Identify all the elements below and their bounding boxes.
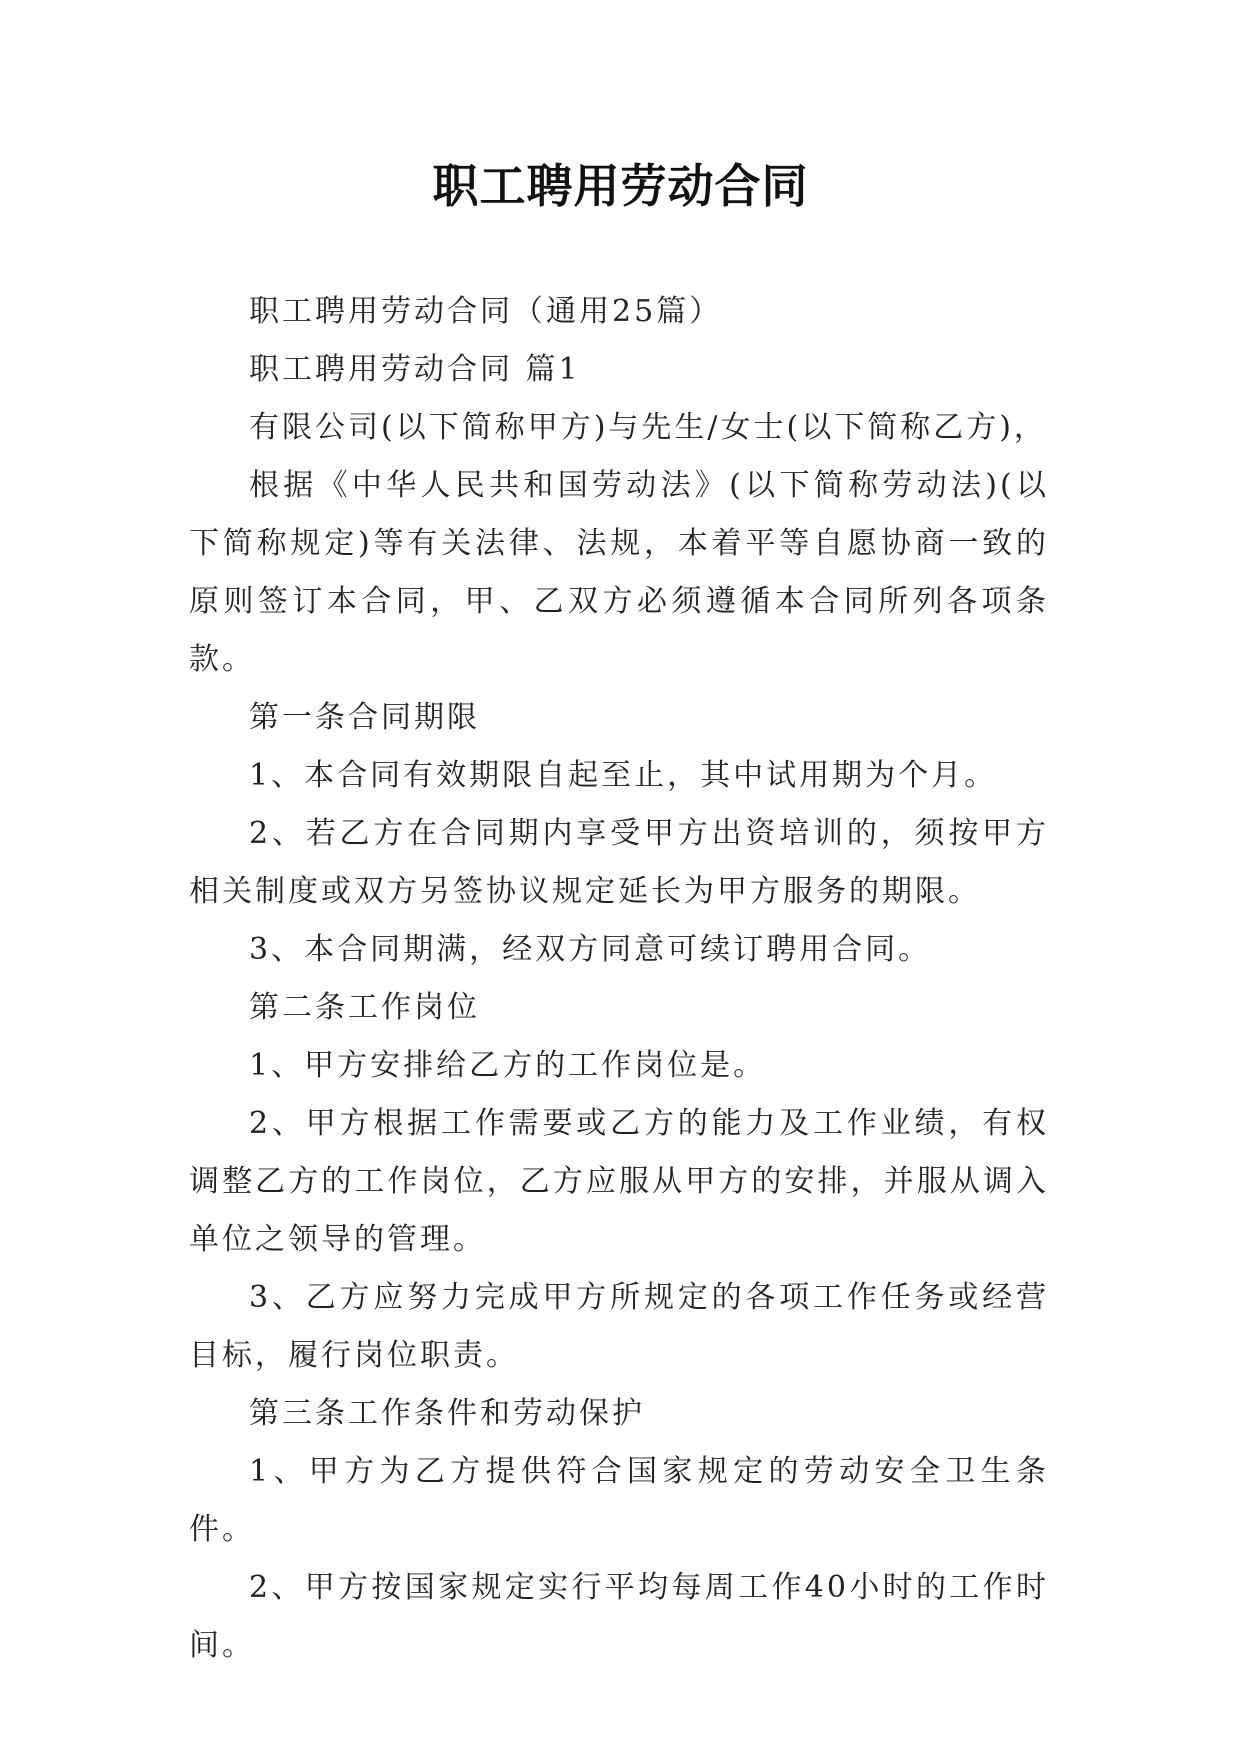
document-title: 职工聘用劳动合同 [432,159,809,213]
document-body [189,283,1049,1675]
paragraph-part-heading: 职工聘用劳动合同 篇1 [249,352,581,387]
paragraph-parties: 有限公司(以下简称甲方)与先生/女士(以下简称乙方)， [249,410,1047,445]
article-2-heading: 第二条工作岗位 [249,990,480,1025]
article-2-item-3: 3、乙方应努力完成甲方所规定的各项工作任务或经营目标，履行岗位职责。 [189,1280,1049,1373]
article-2-item-1: 1、甲方安排给乙方的工作岗位是。 [249,1048,767,1083]
article-3-item-1: 1、甲方为乙方提供符合国家规定的劳动安全卫生条件。 [189,1454,1049,1547]
paragraph-legal-basis: 根据《中华人民共和国劳动法》(以下简称劳动法)(以下简称规定)等有关法律、法规，本着平等自愿协商一致的原则签订本合同，甲、乙双方必须遵循本合同所列各项条款。 [189,468,1049,677]
paragraph-subtitle: 职工聘用劳动合同（通用25篇） [249,294,723,329]
article-2-item-2: 2、甲方根据工作需要或乙方的能力及工作业绩，有权调整乙方的工作岗位，乙方应服从甲方的安排，并服从调入单位之领导的管理。 [189,1106,1049,1257]
article-3-heading: 第三条工作条件和劳动保护 [249,1396,645,1431]
article-1-heading: 第一条合同期限 [249,700,480,735]
article-3-item-2: 2、甲方按国家规定实行平均每周工作40小时的工作时间。 [189,1570,1049,1663]
article-1-item-2: 2、若乙方在合同期内享受甲方出资培训的，须按甲方相关制度或双方另签协议规定延长为甲方服务的期限。 [189,816,1049,909]
article-1-item-3: 3、本合同期满，经双方同意可续订聘用合同。 [249,932,932,967]
article-1-item-1: 1、本合同有效期限自起至止，其中试用期为个月。 [249,758,998,793]
